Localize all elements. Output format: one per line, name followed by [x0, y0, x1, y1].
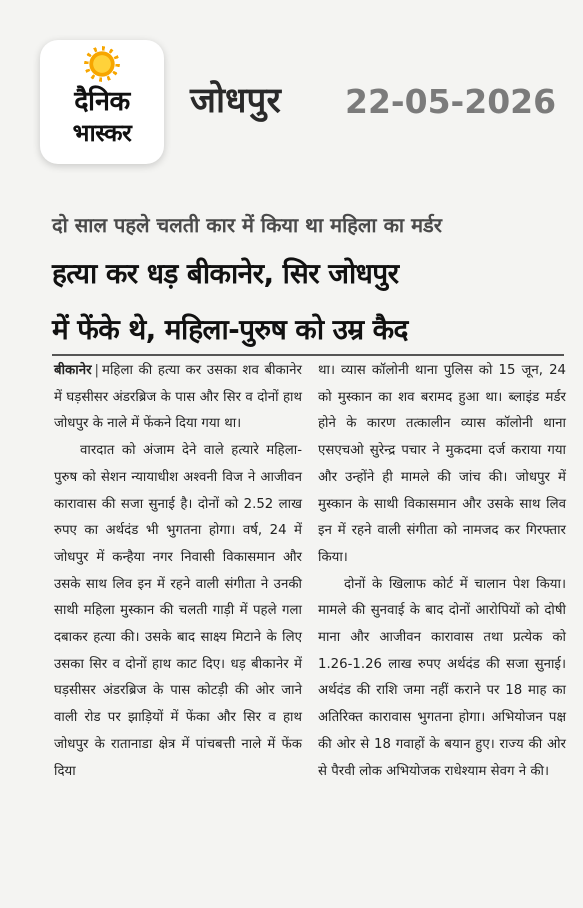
page-header: [0, 0, 583, 190]
dateline: बीकानेर: [54, 363, 92, 378]
headline-divider: [52, 354, 564, 356]
article-headline: [52, 246, 564, 358]
dainik-bhaskar-logo[interactable]: [40, 40, 164, 164]
headline-line-2: में फेंके थे, महिला-पुरुष को उम्र कैद: [52, 313, 408, 346]
lead-text: महिला की हत्या कर उसका शव बीकानेर में घड़सीसर अंडरब्रिज के पास और सिर व दोनों हाथ जोधपुर के नाले में फेंकने दिया गया था।: [54, 363, 302, 432]
headline-line-1: हत्या कर धड़ बीकानेर, सिर जोधपुर: [52, 257, 399, 290]
article-paragraph: [54, 358, 302, 438]
dateline-separator: |: [94, 363, 99, 378]
edition-date: 22-05-2026: [345, 82, 557, 121]
article-kicker: दो साल पहले चलती कार में किया था महिला का मर्डर: [52, 213, 442, 237]
article-column-right: [318, 358, 566, 785]
article-paragraph: दोनों के खिलाफ कोर्ट में चालान पेश किया। मामले की सुनवाई के बाद दोनों आरोपियों को दोषी माना और आजीवन कारावास तथा प्रत्येक को 1.26-1.26 लाख रुपए अर्थदंड की सजा सुनाई। अर्थदंड की राशि जमा नहीं कराने पर 18 माह का अतिरिक्त कारावास भुगतना होगा। अभियोजन पक्ष की ओर से 18 गवाहों के बयान हुए। राज्य की ओर से पैरवी लोक अभियोजक राधेश्याम सेवग ने की।: [318, 576, 566, 779]
sun-icon: [86, 48, 118, 80]
article-column-left: [54, 358, 302, 785]
edition-city: जोधपुर: [190, 81, 281, 121]
logo-text-line2: भास्कर: [72, 119, 132, 147]
article-paragraph: था। व्यास कॉलोनी थाना पुलिस को 15 जून, 24 को मुस्कान का शव बरामद हुआ था। ब्लाइंड मर्डर होने के कारण तत्कालीन व्यास कॉलोनी थाना एसएचओ सुरेन्द्र पचार ने मुकदमा दर्ज कराया गया और उन्होंने ही मामले की जांच की। जोधपुर में मुस्कान के साथी विकासमान और उसके साथ लिव इन में रहने वाली संगीता को नामजद कर गिरफ्तार किया।: [318, 363, 566, 565]
article-paragraph: वारदात को अंजाम देने वाले हत्यारे महिला-पुरुष को सेशन न्यायाधीश अश्वनी विज ने आजीवन कारावास की सजा सुनाई है। दोनों को 2.52 लाख रुपए का अर्थदंड भी भुगतना होगा। वर्ष, 24 में जोधपुर में कन्हैया नगर निवासी विकासमान और उसके साथ लिव इन में रहने वाली संगीता ने उनकी साथी महिला मुस्कान की चलती गाड़ी में पहले गला दबाकर हत्या की। उसके बाद साक्ष्य मिटाने के लिए उसका सिर व दोनों हाथ काट दिए। धड़ बीकानेर में घड़सीसर अंडरब्रिज के पास कोटड़ी की ओर जाने वाली रोड पर झाड़ियों में फेंका और सिर व हाथ जोधपुर के रातानाडा क्षेत्र में पांचबत्ती नाले में फेंक दिया: [54, 443, 302, 779]
logo-text-line1: दैनिक: [74, 86, 130, 117]
